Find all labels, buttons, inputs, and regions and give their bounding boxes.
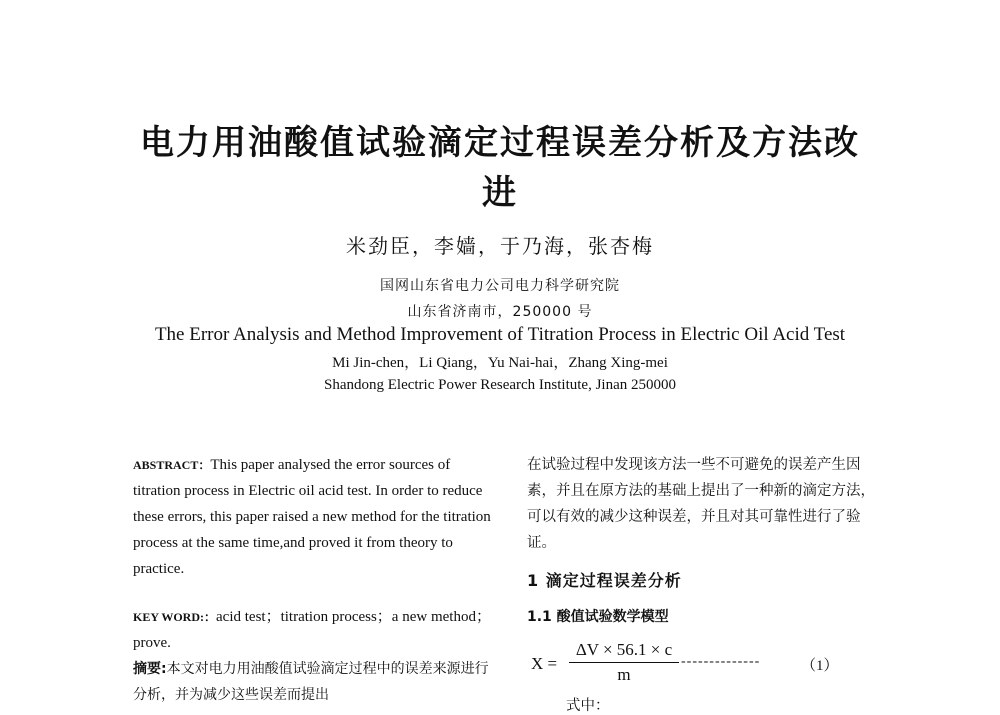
equation-denominator: m (617, 665, 631, 684)
affiliation-cn: 国网山东省电力公司电力科学研究院 (380, 278, 620, 294)
abstract-cn (133, 656, 495, 708)
authors-en: Mi Jin-chen，Li Qiang，Yu Nai-hai，Zhang Xing-mei (332, 355, 668, 371)
equation-fraction (569, 640, 679, 685)
abstract-cn-text: 本文对电力用油酸值试验滴定过程中的误差来源进行分析，并为减少这些误差而提出 (133, 661, 489, 703)
abstract-text: This paper analysed the error sources of titration process in Electric oil acid test. In order to reduce these errors, this paper raised a new method for the titration process at the same time,and proved it from theory to practice. (133, 457, 491, 577)
address-cn: 山东省济南市，250000 号 (407, 304, 593, 320)
right-column (527, 452, 887, 630)
equation-1 (531, 640, 891, 694)
equation-lhs: X = (531, 654, 558, 673)
abstract-en (133, 452, 495, 582)
equation-numerator: ΔV × 56.1 × c (569, 640, 679, 663)
section-heading-1: 1 滴定过程误差分析 (527, 571, 682, 590)
keywords-text: acid test；titration process；a new method；prove. (133, 609, 491, 651)
keywords-label: KEY WORD:： (133, 610, 217, 624)
paper-title-cn: 电力用油酸值试验滴定过程误差分析及方法改进 (140, 123, 860, 213)
keywords (133, 604, 495, 656)
authors-cn: 米劲臣，李嫱，于乃海，张杏梅 (346, 234, 654, 258)
equation-number: （1） (801, 658, 839, 674)
where-label: 式中： (566, 698, 610, 714)
section-heading-1-1: 1.1 酸值试验数学模型 (527, 609, 669, 625)
paper-title-en: The Error Analysis and Method Improvement of Titration Process in Electric Oil Acid Test (154, 324, 846, 345)
abstract-cn-label: 摘要: (133, 661, 167, 677)
abstract-label: ABSTRACT： (133, 458, 211, 472)
left-column (133, 452, 495, 708)
equation-leader: -------------- (681, 654, 761, 669)
intro-paragraph: 在试验过程中发现该方法一些不可避免的误差产生因素，并且在原方法的基础上提出了一种新的滴定方法，可以有效的减少这种误差，并且对其可靠性进行了验证。 (527, 457, 875, 551)
affiliation-en: Shandong Electric Power Research Institute, Jinan 250000 (323, 377, 676, 393)
